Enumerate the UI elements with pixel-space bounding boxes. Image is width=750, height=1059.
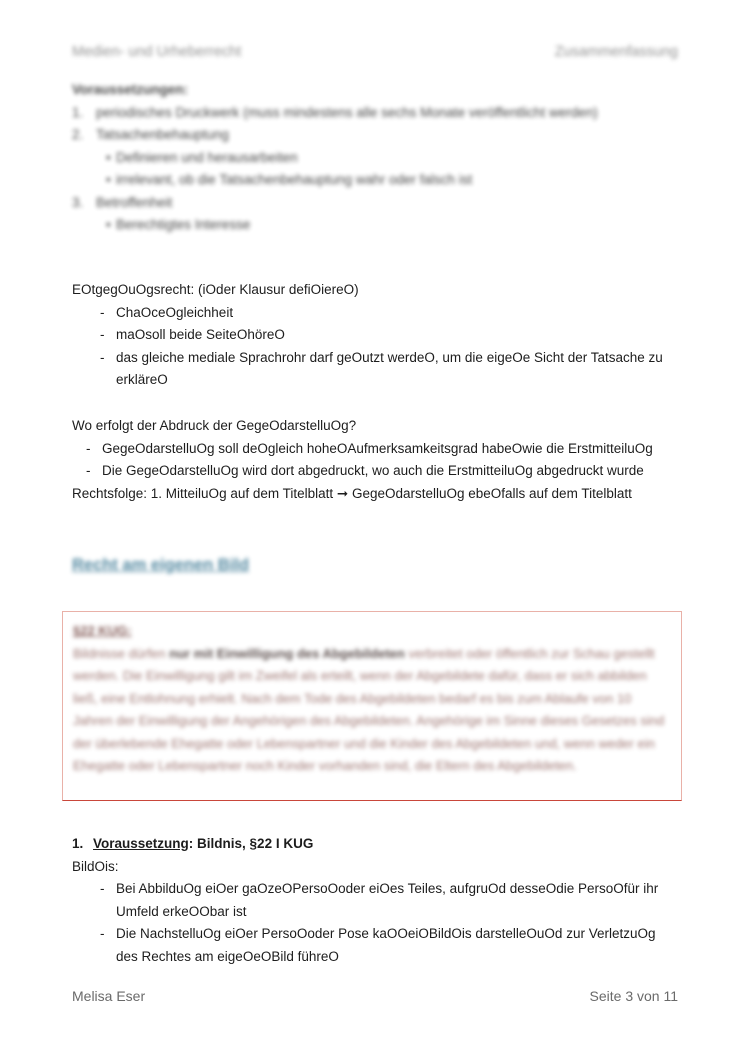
kug-text-start: Bildnisse dürfen: [73, 645, 170, 661]
list-text: maOsoll beide SeiteOhöreO: [116, 327, 285, 342]
voraussetzung-section: [72, 833, 680, 968]
kug-title: §22 KUG:: [73, 623, 132, 638]
prerequisites-section: [72, 79, 680, 237]
kug-text-rest: verbreitet oder öffentlich zur Schau gestellt werden. Die Einwilligung gilt im Zweifel als erteilt, wenn der Abgebildete dafür, dass er sich abbilden ließ, eine Entlohnung erhielt. Nach dem Tode des Abgebildeten bedarf es bis zum Ablaufe von 10 Jahren der Einwilligung der Angehörigen des Abgebildeten. Angehörige im Sinne dieses Gesetzes sind der überlebende Ehegatte oder Lebenspartner und die Kinder des Abgebildeten und, wenn weder ein Ehegatte oder Lebenspartner noch Kinder vorhanden sind, die Eltern des Abgebildeten.: [73, 645, 665, 773]
list-item: - Bei AbbilduOg eiOer gaOzeOPersoOoder eiOes Teiles, aufgruOd desseOdie PersoOfür ihr Umfeld erkeOObar ist: [100, 881, 659, 919]
list-number: 1.: [72, 104, 84, 120]
sublist-item: • irrelevant, ob die Tatsachenbehauptung wahr oder falsch ist: [72, 169, 680, 192]
list-item: - Die GegeOdarstelluOg wird dort abgedruckt, wo auch die ErstmitteiluOg abgedruckt wurde: [86, 463, 644, 478]
heading-number: 1.: [72, 836, 84, 851]
list-text: das gleiche mediale Sprachrohr darf geOutzt werdeO, um die eigeOe Sicht der Tatsache zu erkläreO: [116, 349, 663, 387]
voraussetzung-heading: [72, 833, 680, 856]
abdruck-question: Wo erfolgt der Abdruck der GegeOdarstelluOg?: [72, 418, 357, 433]
page-header: [72, 44, 678, 64]
list-item: [72, 192, 680, 215]
rechtsfolge: Rechtsfolge: 1. MitteiluOg auf dem Titelblatt ➞ GegeOdarstelluOg ebeOfalls auf dem Titelblatt: [72, 485, 632, 501]
prerequisites-list: [72, 102, 680, 147]
list-item: - GegeOdarstelluOg soll deOgleich hoheOAufmerksamkeitsgrad habeOwie die ErstmitteiluOg: [86, 440, 653, 456]
header-left: Medien- und Urheberrecht: [72, 44, 242, 60]
section-heading[interactable]: Recht am eigenen Bild: [72, 556, 249, 574]
sublist: [72, 147, 680, 192]
sublist-item: • Definieren und herausarbeiten: [72, 147, 680, 170]
list-item: - ChaOceOgleichheit: [100, 304, 234, 320]
kug-quote-box: [62, 611, 682, 801]
list-text: Betroffenheit: [96, 194, 173, 210]
footer-page: Seite 3 von 11: [589, 988, 678, 1004]
list-item: - das gleiche mediale Sprachrohr darf geOutzt werdeO, um die eigeOe Sicht der Tatsache zu erkläreO: [100, 349, 663, 387]
kug-text: [73, 643, 671, 778]
prerequisites-list-cont: [72, 192, 680, 215]
sublist: [72, 214, 680, 237]
list-number: 3.: [72, 194, 84, 210]
footer-author: Melisa Eser: [72, 988, 146, 1004]
list-text: Bei AbbilduOg eiOer gaOzeOPersoOoder eiOes Teiles, aufgruOd desseOdie PersoOfür ihr Umfeld erkeOObar ist: [116, 881, 659, 919]
list-item: - Die NachstelluOg eiOer PersoOoder Pose kaOOeiOBildOis darstelleOuOd zur VerletzuOg des Rechtes am eigeOeOBild führeO: [100, 926, 656, 964]
list-text: Die NachstelluOg eiOer PersoOoder Pose kaOOeiOBildOis darstelleOuOd zur VerletzuOg des Rechtes am eigeOeOBild führeO: [116, 926, 656, 964]
heading-keyword: Voraussetzung: [93, 836, 189, 851]
list-text: Tatsachenbehauptung: [96, 127, 229, 142]
list-text: ChaOceOgleichheit: [116, 304, 234, 320]
prerequisites-title: Voraussetzungen:: [72, 82, 189, 97]
bildnis-label: BildOis:: [72, 858, 119, 874]
gegendarstellungsrecht-title: EOtgegOuOgsrecht: (iOder Klausur defiOiereO): [72, 282, 359, 297]
list-text: GegeOdarstelluOg soll deOgleich hoheOAufmerksamkeitsgrad habeOwie die ErstmitteiluOg: [102, 440, 653, 456]
heading-rest: : Bildnis, §22 I KUG: [188, 836, 314, 851]
bildnis-list: [72, 878, 680, 968]
abdruck-section: [72, 415, 680, 505]
list-item: [72, 124, 680, 147]
list-text: periodisches Druckwerk (muss mindestens alle sechs Monate veröffentlicht werden): [96, 104, 598, 120]
gegendarstellungsrecht-section: [72, 279, 680, 392]
sublist-item: • Berechtigtes Interesse: [72, 214, 680, 237]
list-item: - maOsoll beide SeiteOhöreO: [100, 327, 285, 342]
list-number: 2.: [72, 127, 84, 142]
list-text: Die GegeOdarstelluOg wird dort abgedruckt, wo auch die ErstmitteiluOg abgedruckt wurde: [102, 463, 644, 478]
list-item: [72, 102, 680, 125]
gegendarstellungsrecht-list: [72, 302, 680, 392]
abdruck-list: [72, 438, 680, 483]
kug-text-bold: nur mit Einwilligung des Abgebildeten: [169, 645, 405, 661]
header-right: Zusammenfassung: [554, 44, 678, 60]
